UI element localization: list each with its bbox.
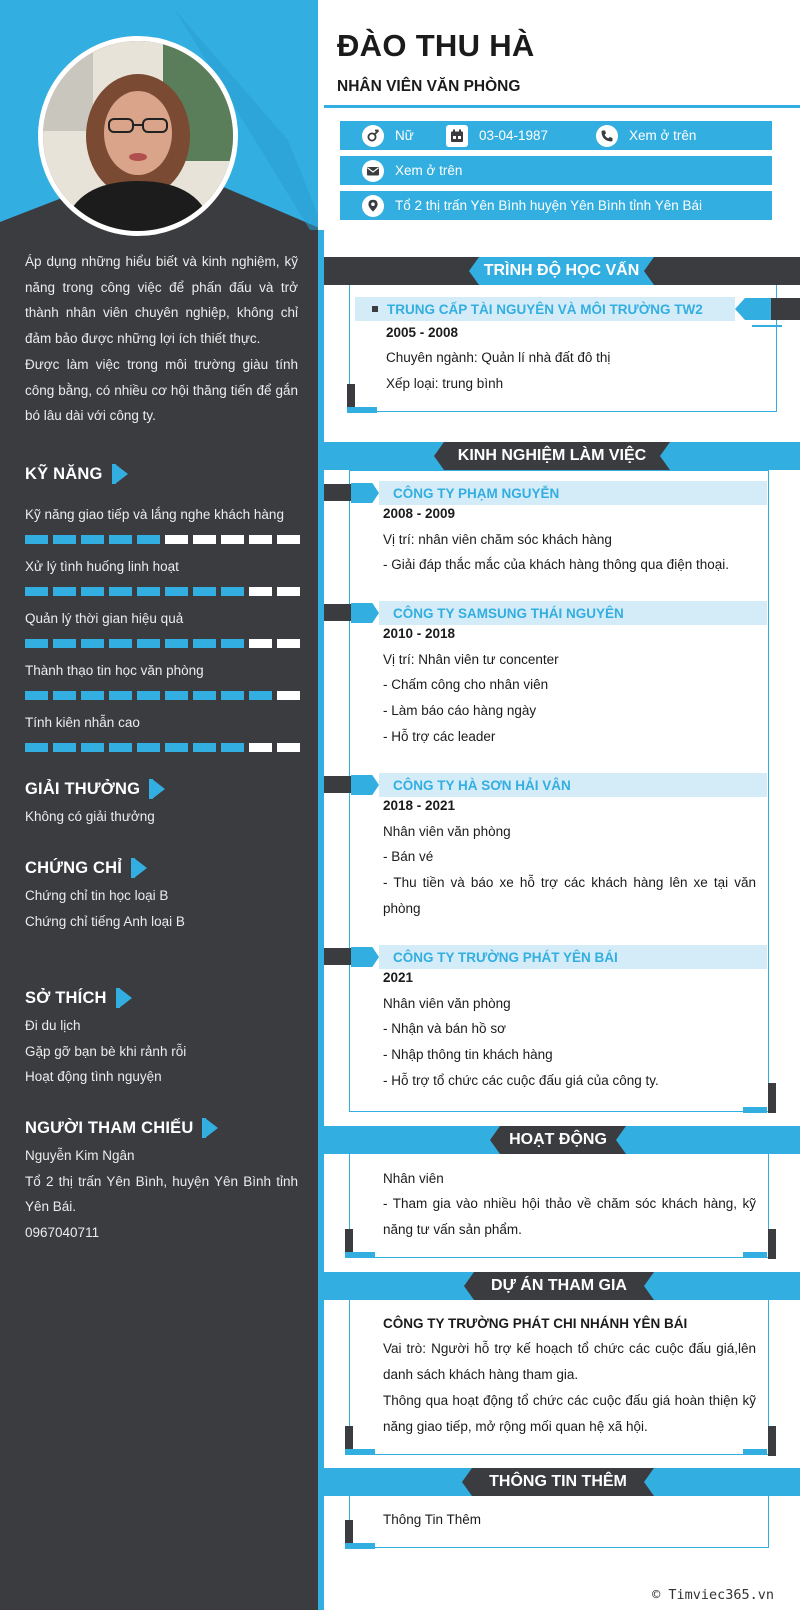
skill-level-segment [193, 691, 216, 700]
skill-item [25, 557, 305, 596]
experience-band [324, 442, 800, 470]
birthdate-item [446, 125, 548, 147]
skill-level-segment [53, 587, 76, 596]
project-company: CÔNG TY TRƯỜNG PHÁT CHI NHÁNH YÊN BÁI [383, 1316, 688, 1331]
skill-level-segment [249, 535, 272, 544]
skill-level-bar [25, 587, 305, 596]
job-title: NHÂN VIÊN VĂN PHÒNG [337, 78, 521, 95]
job-detail: - Hỗ trợ tổ chức các cuộc đấu giá của công ty. [383, 1072, 659, 1088]
activities-role: Nhân viên [383, 1171, 444, 1186]
job-head-tab [324, 776, 351, 793]
job-detail: Vị trí: nhân viên chăm sóc khách hàng [383, 531, 612, 547]
skill-item [25, 713, 305, 752]
skill-level-segment [109, 639, 132, 648]
skill-item [25, 609, 305, 648]
education-school-head [355, 297, 735, 321]
job-detail: - Nhập thông tin khách hàng [383, 1047, 553, 1063]
education-title: TRÌNH ĐỘ HỌC VẤN [483, 262, 640, 279]
section-arrow-icon [152, 779, 165, 799]
job-detail: - Giải đáp thắc mắc của khách hàng thông qua điện thoại. [383, 557, 729, 573]
awards-title: GIẢI THƯỞNG [25, 779, 141, 798]
skill-level-segment [81, 743, 104, 752]
job-years: 2018 - 2021 [383, 798, 456, 813]
skill-item [25, 505, 305, 544]
skill-level-bar [25, 743, 305, 752]
extra-band [324, 1468, 800, 1496]
skill-item [25, 661, 305, 700]
section-arrow-icon [134, 858, 147, 878]
job-company: CÔNG TY HÀ SƠN HẢI VÂN [393, 777, 571, 793]
job-head-tab [324, 604, 351, 621]
skill-level-segment [277, 639, 300, 648]
skill-level-segment [221, 691, 244, 700]
skill-level-segment [25, 743, 48, 752]
gender-item [362, 125, 414, 147]
job-detail: Nhân viên văn phòng [383, 995, 511, 1011]
reference-address: Tổ 2 thị trấn Yên Bình, huyện Yên Bình tỉnh Yên Bái. [25, 1173, 298, 1215]
skill-level-segment [109, 691, 132, 700]
education-major: Chuyên ngành: Quản lí nhà đất đô thị [386, 350, 611, 365]
job-head [379, 945, 767, 969]
title-underline [324, 105, 800, 108]
skill-level-segment [137, 535, 160, 544]
contact-bar [340, 191, 772, 220]
skill-level-segment [277, 535, 300, 544]
activities-text: - Tham gia vào nhiều hội thảo về chăm sóc khách hàng, kỹ năng tư vấn sản phẩm. [383, 1196, 756, 1237]
job-detail: - Nhận và bán hồ sơ [383, 1021, 506, 1037]
job-detail: Vị trí: Nhân viên tư concenter [383, 651, 559, 667]
skill-level-segment [165, 535, 188, 544]
career-objective [25, 249, 298, 429]
skill-level-segment [221, 639, 244, 648]
section-arrow-icon [119, 988, 132, 1008]
contact-bar [340, 121, 772, 150]
job-detail: - Bán vé [383, 849, 434, 865]
skill-level-segment [221, 535, 244, 544]
awards-section [25, 776, 305, 830]
references-section [25, 1115, 298, 1246]
education-school: TRUNG CẤP TÀI NGUYÊN VÀ MÔI TRƯỜNG TW2 [387, 301, 703, 317]
skill-name: Tính kiên nhẫn cao [25, 715, 140, 730]
education-band [324, 257, 800, 285]
skill-level-segment [165, 639, 188, 648]
skill-level-bar [25, 535, 305, 544]
reference-name: Nguyễn Kim Ngân [25, 1148, 135, 1163]
projects-title: DỰ ÁN THAM GIA [491, 1277, 627, 1294]
certificates-title: CHỨNG CHỈ [25, 858, 123, 877]
email-value: Xem ở trên [395, 163, 463, 178]
email-item [362, 160, 462, 182]
hobby-line: Hoạt động tình nguyện [25, 1069, 162, 1085]
skill-level-segment [249, 691, 272, 700]
skill-level-segment [165, 691, 188, 700]
education-grade: Xếp loại: trung bình [386, 376, 504, 391]
profile-photo [38, 36, 238, 236]
skill-level-segment [25, 587, 48, 596]
job-company: CÔNG TY PHẠM NGUYỄN [393, 485, 560, 501]
project-role: Vai trò: Người hỗ trợ kế hoạch tổ chức các cuộc đấu giá,lên danh sách khách hàng tham gia. [383, 1341, 756, 1382]
certificate-line: Chứng chỉ tiếng Anh loại B [25, 913, 185, 929]
extra-text: Thông Tin Thêm [383, 1512, 482, 1527]
job-years: 2010 - 2018 [383, 626, 456, 641]
job-head-tab [324, 484, 351, 501]
skill-level-segment [137, 587, 160, 596]
section-arrow-icon [205, 1118, 218, 1138]
activities-band [324, 1126, 800, 1154]
skill-level-bar [25, 691, 305, 700]
email-icon [362, 160, 384, 182]
skill-level-segment [193, 639, 216, 648]
calendar-icon [446, 125, 468, 147]
gender-value: Nữ [395, 128, 414, 143]
skill-level-segment [221, 587, 244, 596]
reference-phone: 0967040711 [25, 1225, 100, 1241]
skill-level-segment [277, 743, 300, 752]
job-company: CÔNG TY SAMSUNG THÁI NGUYÊN [393, 605, 624, 621]
skill-level-segment [165, 743, 188, 752]
skill-level-segment [25, 535, 48, 544]
hobbies-section [25, 985, 305, 1090]
job-detail: Nhân viên văn phòng [383, 823, 511, 839]
skill-level-segment [193, 587, 216, 596]
references-title: NGƯỜI THAM CHIẾU [25, 1118, 194, 1137]
education-years: 2005 - 2008 [386, 325, 459, 340]
skill-name: Kỹ năng giao tiếp và lắng nghe khách hàng [25, 507, 284, 522]
objective-paragraph: Được làm việc trong môi trường giàu tính công bằng, có nhiều cơ hội thăng tiến để gắn bó lâu dài với công ty. [25, 356, 298, 424]
skill-level-segment [53, 743, 76, 752]
job-detail: - Hỗ trợ các leader [383, 728, 496, 744]
skill-level-segment [109, 535, 132, 544]
project-text: Thông qua hoạt động tổ chức các cuộc đấu giá hoàn thiện kỹ năng giao tiếp, mở rộng mối quan hệ xã hội. [383, 1393, 756, 1434]
skill-level-segment [109, 743, 132, 752]
job-detail: - Chấm công cho nhân viên [383, 677, 549, 693]
hobby-line: Đi du lịch [25, 1018, 81, 1033]
hobbies-title: SỞ THÍCH [25, 988, 107, 1007]
skill-level-bar [25, 639, 305, 648]
skills-title: KỸ NĂNG [25, 464, 103, 483]
hobby-line: Gặp gỡ bạn bè khi rảnh rỗi [25, 1043, 187, 1059]
skill-level-segment [277, 691, 300, 700]
activities-title: HOẠT ĐỘNG [509, 1131, 607, 1148]
location-pin-icon [362, 195, 384, 217]
experience-title: KINH NGHIỆM LÀM VIỆC [457, 447, 647, 464]
gender-icon [362, 125, 384, 147]
award-line: Không có giải thưởng [25, 809, 155, 824]
skill-level-segment [53, 639, 76, 648]
objective-paragraph: Áp dụng những hiểu biết và kinh nghiệm, kỹ năng trong công việc để phấn đấu và trở thành nhân viên chuyên nghiệp, không chỉ đảm bảo được những lợi ích thiết thực. [25, 254, 298, 347]
skill-level-segment [81, 691, 104, 700]
address-value: Tổ 2 thị trấn Yên Bình huyện Yên Bình tỉnh Yên Bái [395, 198, 702, 213]
phone-icon [596, 125, 618, 147]
skill-level-segment [193, 535, 216, 544]
skill-level-segment [249, 639, 272, 648]
skill-name: Quản lý thời gian hiệu quả [25, 611, 184, 626]
education-head-tab [735, 298, 800, 320]
phone-item [596, 125, 696, 147]
job-head-tab [324, 948, 351, 965]
skill-level-segment [165, 587, 188, 596]
skill-level-segment [221, 743, 244, 752]
contact-bar [340, 156, 772, 185]
skill-level-segment [137, 639, 160, 648]
job-company: CÔNG TY TRƯỜNG PHÁT YÊN BÁI [393, 949, 618, 965]
skill-level-segment [109, 587, 132, 596]
skill-level-segment [277, 587, 300, 596]
skill-level-segment [137, 743, 160, 752]
skill-level-segment [53, 535, 76, 544]
skill-level-segment [25, 639, 48, 648]
candidate-name: ĐÀO THU HÀ [337, 28, 535, 63]
skill-level-segment [81, 535, 104, 544]
job-years: 2021 [383, 970, 414, 985]
phone-value: Xem ở trên [629, 128, 697, 143]
skill-name: Xử lý tình huống linh hoạt [25, 559, 179, 574]
address-item [362, 195, 702, 217]
skill-level-segment [249, 587, 272, 596]
certificates-section [25, 855, 305, 934]
footer-watermark: © Timviec365.vn [652, 1587, 774, 1603]
skill-level-segment [137, 691, 160, 700]
skill-name: Thành thạo tin học văn phòng [25, 663, 204, 678]
certificate-line: Chứng chỉ tin học loại B [25, 888, 169, 903]
skill-level-segment [25, 691, 48, 700]
projects-band [324, 1272, 800, 1300]
skill-level-segment [81, 639, 104, 648]
skills-section [25, 461, 305, 487]
job-detail: - Làm báo cáo hàng ngày [383, 703, 537, 719]
skill-level-segment [53, 691, 76, 700]
job-years: 2008 - 2009 [383, 506, 456, 521]
job-detail: - Thu tiền và báo xe hỗ trợ các khách hàng lên xe tại văn phòng [383, 875, 756, 916]
extra-title: THÔNG TIN THÊM [489, 1473, 627, 1490]
section-arrow-icon [115, 464, 128, 484]
sidebar-accent-stripe [318, 230, 324, 1610]
skill-level-segment [249, 743, 272, 752]
skill-level-segment [193, 743, 216, 752]
skill-level-segment [81, 587, 104, 596]
birthdate-value: 03-04-1987 [479, 128, 549, 143]
